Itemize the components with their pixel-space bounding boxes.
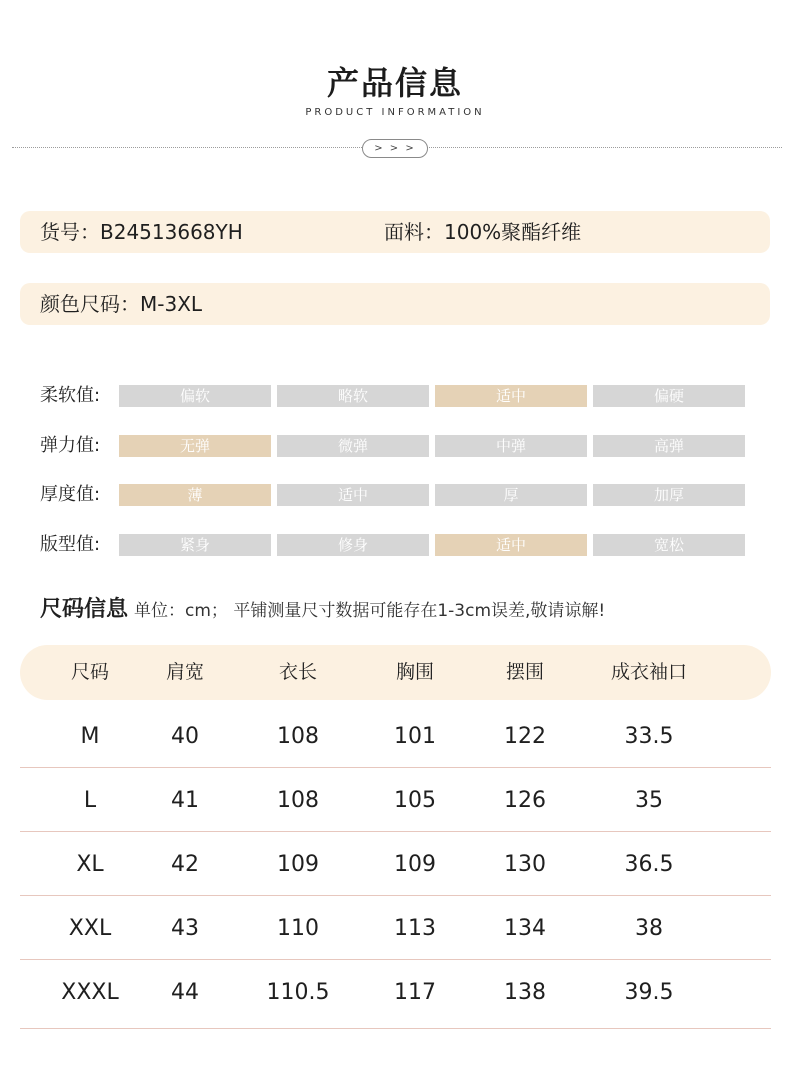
table-cell: 122 bbox=[504, 724, 546, 749]
table-cell: XL bbox=[76, 852, 104, 877]
column-header: 成衣袖口 bbox=[610, 661, 687, 683]
info-bar-item bbox=[20, 211, 770, 253]
table-cell: 35 bbox=[635, 788, 663, 813]
table-row bbox=[20, 897, 771, 961]
attribute-option: 适中 bbox=[277, 484, 429, 506]
column-header: 胸围 bbox=[395, 661, 434, 683]
row-divider bbox=[20, 895, 771, 896]
table-cell: 134 bbox=[504, 916, 546, 941]
attribute-option-selected: 适中 bbox=[435, 385, 587, 407]
column-header: 尺码 bbox=[70, 661, 109, 683]
row-divider bbox=[20, 831, 771, 832]
column-header: 摆围 bbox=[505, 661, 544, 683]
row-divider bbox=[20, 767, 771, 768]
column-header: 肩宽 bbox=[165, 661, 204, 683]
fabric-info: 面料：100%聚酯纤维 bbox=[384, 220, 582, 244]
table-cell: 138 bbox=[504, 980, 546, 1005]
attribute-option: 微弹 bbox=[277, 435, 429, 457]
attribute-option-selected: 无弹 bbox=[119, 435, 271, 457]
item-number: 货号：B24513668YH bbox=[40, 220, 243, 244]
table-cell: 101 bbox=[394, 724, 436, 749]
table-cell: 40 bbox=[171, 724, 199, 749]
table-cell: 117 bbox=[394, 980, 436, 1005]
attribute-label: 弹力值: bbox=[40, 435, 101, 456]
size-info-note: 单位：cm； 平铺测量尺寸数据可能存在1-3cm误差,敬请谅解! bbox=[134, 601, 606, 621]
column-header: 衣长 bbox=[278, 661, 317, 683]
table-cell: 108 bbox=[277, 724, 319, 749]
row-divider bbox=[20, 959, 771, 960]
table-cell: 41 bbox=[171, 788, 199, 813]
table-cell: 126 bbox=[504, 788, 546, 813]
table-row bbox=[20, 705, 771, 769]
table-cell: M bbox=[80, 724, 100, 749]
table-cell: XXL bbox=[68, 916, 112, 941]
table-cell: 130 bbox=[504, 852, 546, 877]
table-row bbox=[20, 961, 771, 1025]
table-cell: 108 bbox=[277, 788, 319, 813]
color-size-info: 颜色尺码：M-3XL bbox=[40, 292, 203, 316]
table-cell: 36.5 bbox=[624, 852, 674, 877]
info-bar-color-size bbox=[20, 283, 770, 325]
size-table-header bbox=[20, 645, 771, 700]
attribute-option-selected: 薄 bbox=[119, 484, 271, 506]
attribute-option: 偏软 bbox=[119, 385, 271, 407]
table-cell: 42 bbox=[171, 852, 199, 877]
attribute-label: 版型值: bbox=[40, 534, 101, 555]
table-row bbox=[20, 769, 771, 833]
table-cell: 43 bbox=[171, 916, 199, 941]
attribute-option: 加厚 bbox=[593, 484, 745, 506]
attribute-label: 柔软值: bbox=[40, 385, 101, 406]
table-cell: 109 bbox=[277, 852, 319, 877]
attribute-option: 略软 bbox=[277, 385, 429, 407]
attribute-option: 高弹 bbox=[593, 435, 745, 457]
attribute-option: 厚 bbox=[435, 484, 587, 506]
table-cell: 39.5 bbox=[624, 980, 674, 1005]
attribute-option: 中弹 bbox=[435, 435, 587, 457]
table-cell: L bbox=[83, 788, 97, 813]
divider-arrows: > > > bbox=[362, 139, 428, 158]
table-cell: XXXL bbox=[61, 980, 119, 1005]
attribute-option: 宽松 bbox=[593, 534, 745, 556]
size-info-title: 尺码信息 bbox=[40, 597, 129, 622]
table-cell: 105 bbox=[394, 788, 436, 813]
table-row bbox=[20, 833, 771, 897]
table-cell: 113 bbox=[394, 916, 436, 941]
size-info-heading bbox=[40, 592, 605, 623]
attribute-option-selected: 适中 bbox=[435, 534, 587, 556]
table-cell: 44 bbox=[171, 980, 199, 1005]
row-divider bbox=[20, 1028, 771, 1029]
table-cell: 110 bbox=[277, 916, 319, 941]
page-subtitle: PRODUCT INFORMATION bbox=[305, 107, 485, 118]
table-cell: 110.5 bbox=[266, 980, 330, 1005]
page-title: 产品信息 bbox=[326, 64, 463, 102]
attribute-option: 紧身 bbox=[119, 534, 271, 556]
table-cell: 109 bbox=[394, 852, 436, 877]
attribute-option: 修身 bbox=[277, 534, 429, 556]
attribute-label: 厚度值: bbox=[40, 484, 101, 505]
table-cell: 38 bbox=[635, 916, 663, 941]
table-cell: 33.5 bbox=[624, 724, 674, 749]
attribute-option: 偏硬 bbox=[593, 385, 745, 407]
